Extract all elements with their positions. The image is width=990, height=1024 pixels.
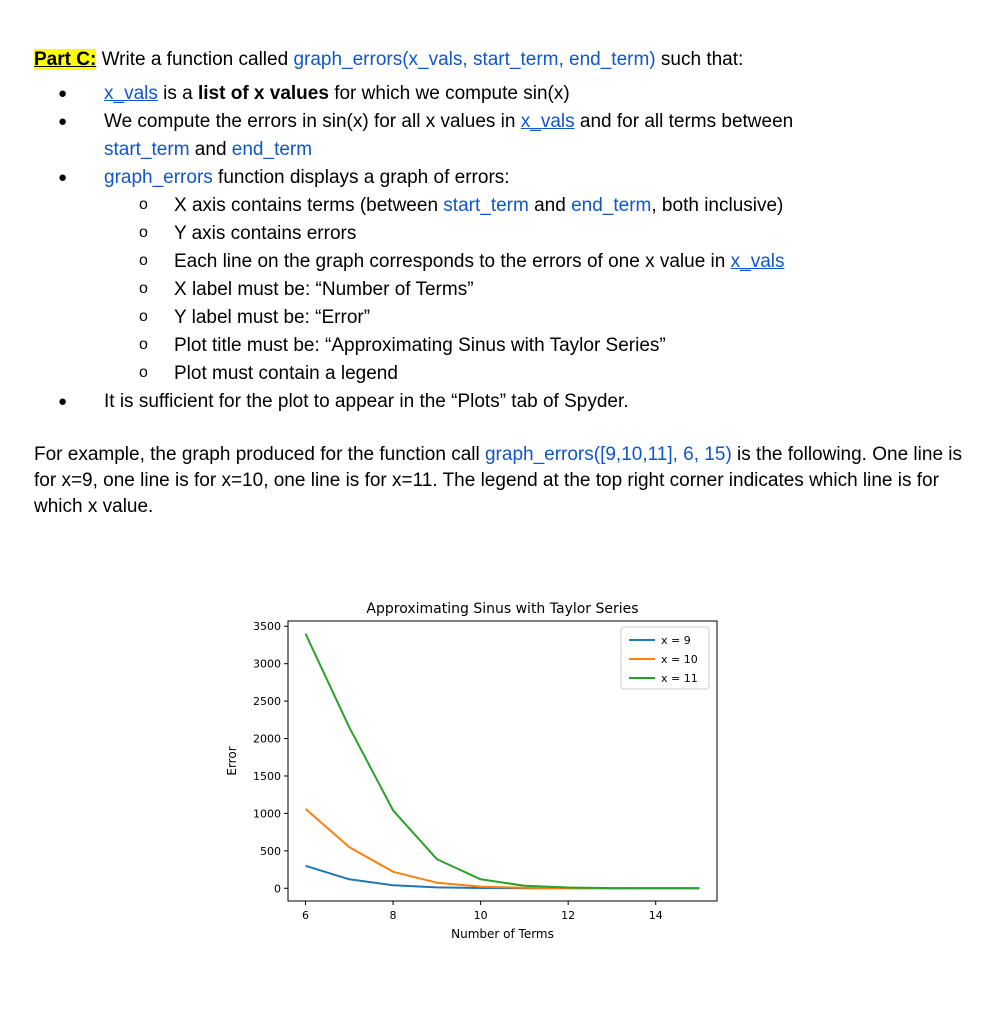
text: and for all terms between bbox=[574, 111, 794, 132]
text: We compute the errors in sin(x) for all x values in bbox=[104, 111, 521, 132]
chart-title: Approximating Sinus with Taylor Series bbox=[366, 601, 639, 617]
y-tick-label: 500 bbox=[260, 844, 281, 858]
graph-errors-code: graph_errors bbox=[104, 167, 213, 188]
text: and bbox=[189, 139, 232, 160]
text: Each line on the graph corresponds to the errors of one x value in bbox=[174, 251, 731, 272]
bullet: ● bbox=[58, 113, 68, 130]
x-tick-label: 8 bbox=[389, 909, 397, 922]
text: and bbox=[528, 195, 572, 216]
text: X label must be: “Number of Terms” bbox=[174, 279, 474, 300]
bullet: ● bbox=[58, 85, 68, 102]
series-line-2 bbox=[306, 809, 700, 888]
series-line-1 bbox=[306, 866, 700, 889]
y-tick-label: 2000 bbox=[253, 732, 281, 746]
text: It is sufficient for the plot to appear in the “Plots” tab of Spyder. bbox=[104, 391, 629, 412]
end-term-code: end_term bbox=[231, 139, 313, 160]
sub-bullet: o bbox=[139, 364, 148, 381]
text: Plot title must be: “Approximating Sinus with Taylor Series” bbox=[174, 335, 666, 356]
legend-label-2: x = 10 bbox=[661, 653, 698, 666]
y-tick-label: 1500 bbox=[253, 769, 281, 783]
sub-bullet: o bbox=[139, 308, 148, 325]
bold-text: list of x values bbox=[197, 83, 329, 104]
y-tick-label: 3000 bbox=[253, 657, 281, 671]
start-term-code: start_term bbox=[104, 139, 190, 160]
text: For example, the graph produced for the function call bbox=[34, 444, 485, 465]
y-tick-label: 3500 bbox=[253, 620, 281, 634]
part-label: Part C: bbox=[34, 49, 97, 70]
start-term-code: start_term bbox=[443, 195, 529, 216]
sub-bullet: o bbox=[139, 224, 148, 241]
text: , both inclusive) bbox=[651, 195, 784, 216]
sub-bullet: o bbox=[139, 280, 148, 297]
x-tick-label: 14 bbox=[648, 909, 663, 922]
x-tick-label: 12 bbox=[561, 909, 576, 922]
text: is a bbox=[157, 83, 198, 104]
x-tick-label: 6 bbox=[302, 909, 310, 922]
text: Y axis contains errors bbox=[174, 223, 357, 244]
y-tick-label: 2500 bbox=[253, 695, 281, 709]
sub-bullet: o bbox=[139, 252, 148, 269]
function-signature: graph_errors(x_vals, start_term, end_term) bbox=[293, 49, 656, 70]
text: function displays a graph of errors: bbox=[212, 167, 510, 188]
y-tick-label: 0 bbox=[274, 882, 281, 896]
sub-bullet: o bbox=[139, 196, 148, 213]
x-vals-link[interactable]: x_vals bbox=[730, 251, 785, 272]
text: Plot must contain a legend bbox=[174, 363, 398, 384]
text: X axis contains terms (between bbox=[174, 195, 444, 216]
text: Y label must be: “Error” bbox=[174, 307, 371, 328]
y-axis-label: Error bbox=[225, 746, 239, 776]
bullet: ● bbox=[58, 393, 68, 410]
end-term-code: end_term bbox=[571, 195, 652, 216]
x-tick-label: 10 bbox=[473, 909, 488, 922]
text: is the following. One line is for x=9, one line is for x=10, one line is for x=11. The legend at the top right corner indicates which line is for which x value. bbox=[34, 444, 963, 517]
text: for which we compute sin(x) bbox=[328, 83, 570, 104]
x-vals-link[interactable]: x_vals bbox=[520, 111, 575, 132]
legend-label-1: x = 9 bbox=[661, 634, 691, 647]
y-tick-label: 1000 bbox=[253, 807, 281, 821]
legend-label-3: x = 11 bbox=[661, 672, 698, 685]
bullet: ● bbox=[58, 169, 68, 186]
sub-bullet: o bbox=[139, 336, 148, 353]
x-vals-link[interactable]: x_vals bbox=[104, 83, 158, 104]
heading-text: Write a function called bbox=[96, 49, 294, 70]
example-call-code: graph_errors([9,10,11], 6, 15) bbox=[484, 444, 732, 465]
heading-tail: such that: bbox=[655, 49, 744, 70]
x-axis-label: Number of Terms bbox=[451, 927, 554, 941]
